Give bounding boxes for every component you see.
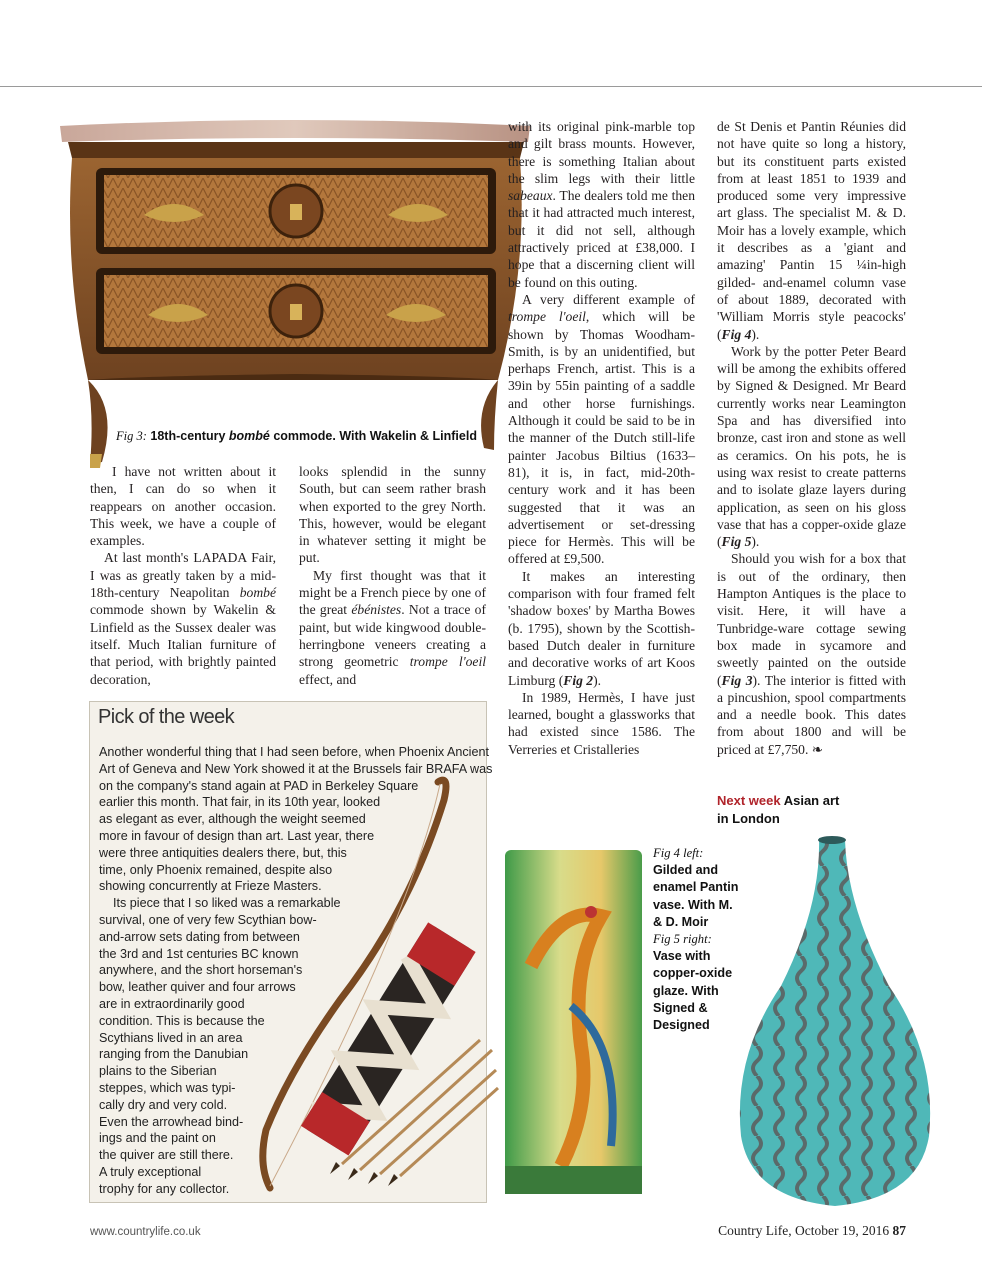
fig5-text: Vase with copper-oxide glaze. With Signed & Designed — [653, 949, 733, 1033]
text-run: ). — [593, 672, 602, 688]
next-week-label: Next week — [717, 793, 781, 808]
body-column-2 — [299, 463, 486, 688]
text-run: ). The interior is fitted with a pincushion, spool compartments and a needle book. This dates from about 1800 and will be priced at £7,750. — [717, 672, 906, 757]
paragraph: In 1989, Hermès, I have just learned, bought a glassworks that had existed since 1586. The Verreries et Cristalleries — [508, 689, 695, 757]
text-run: At last month's LAPADA Fair, I was as greatly taken by a mid-18th-century Neapolitan — [90, 550, 276, 601]
pick-line: the quiver are still there. — [99, 1148, 234, 1163]
pick-line: ings and the paint on — [99, 1131, 216, 1146]
text-run: My first thought was that it might be a French piece by one of the great — [299, 567, 486, 618]
fig3-caption — [116, 429, 477, 444]
pick-line: condition. This is because the — [99, 1013, 265, 1028]
body-column-4 — [717, 118, 906, 758]
caption-text: commode. With Wakelin & Linfield — [269, 429, 477, 443]
pick-line: were three antiquities dealers there, but, this — [99, 845, 347, 860]
pick-line: Art of Geneva and New York showed it at the Brussels fair BRAFA was — [99, 761, 493, 776]
end-mark-icon: ❧ — [811, 741, 824, 757]
pick-line: time, only Phoenix remained, despite also — [99, 862, 333, 877]
fig-ref: Fig 3 — [721, 672, 753, 688]
pick-line: A truly exceptional — [99, 1164, 202, 1179]
pick-line: and-arrow sets dating from between — [99, 929, 300, 944]
paragraph — [717, 118, 906, 343]
text-run: ). — [751, 326, 760, 342]
text-em: sabeaux — [508, 188, 553, 204]
text-run: effect, and — [299, 671, 357, 687]
pick-line: on the company's stand again at PAD in Berkeley Square — [99, 778, 419, 793]
pick-line: ranging from the Danubian — [99, 1047, 249, 1062]
paragraph — [90, 549, 276, 687]
commode-image — [58, 118, 533, 470]
copper-oxide-vase-image — [729, 836, 941, 1210]
text-run: with its original pink-marble top and gilt brass mounts. However, there is something Italian about the slim legs with their little — [508, 119, 695, 186]
paragraph — [299, 567, 486, 688]
issue-text: Country Life, October 19, 2016 — [718, 1223, 893, 1238]
fig-ref: Fig 5 — [721, 534, 752, 550]
text-run: , which will be shown by Thomas Woodham-Smith, is by an unidentified, but perhaps French, artist. This is a 39in by 55in painting of a saddle and other horse furnishings. Although it could be said to be in the manner of the Dutch still-life painter Jacobus Biltius (1633–81), it is, in fact, mid-20th-century work and it has been suggested that it was an advertisement or set-dressing piece for Hermès. This will be offered at £9,500. — [508, 309, 695, 567]
pick-line: Another wonderful thing that I had seen before, when Phoenix Ancient — [99, 745, 489, 759]
next-week-teaser — [717, 792, 839, 828]
text-run: . Not a trace of paint, but wide kingwood double-herringbone veneers creating a strong geometric — [299, 602, 486, 670]
text-em: bombé — [239, 585, 276, 601]
pick-line: trophy for any collector. — [99, 1181, 230, 1196]
body-column-3 — [508, 118, 695, 758]
pick-line: earlier this month. That fair, in its 10th year, looked — [99, 795, 381, 810]
paragraph: I have not written about it then, I can do so when it reappears on another occasion. This week, we have a couple of examples. — [90, 464, 276, 549]
paragraph — [717, 343, 906, 551]
pick-line: are in extraordinarily good — [99, 996, 245, 1011]
fig5-label: Fig 5 right: — [653, 932, 712, 947]
scythian-bow-image — [230, 770, 500, 1195]
fig4-text: Gilded and enamel Pantin vase. With M. & D. Moir — [653, 863, 739, 929]
pantin-vase-image — [501, 846, 646, 1198]
pick-line: showing concurrently at Frieze Masters. — [99, 879, 322, 894]
text-run: . The dealers told me then that it had attracted much interest, but it did not sell, although attractively priced at £38,000. I hope that a discerning client will be found on this outing. — [508, 188, 695, 290]
header-rule — [0, 86, 982, 87]
text-run: Should you wish for a box that is out of the ordinary, then Hampton Antiques is the place to visit. Here, it will have a Tunbridge-ware cottage sewing box made in sycamore and sweetly painted on the outside ( — [717, 551, 906, 688]
paragraph — [508, 118, 695, 291]
pick-line: survival, one of very few Scythian bow- — [99, 912, 317, 927]
body-column-1 — [90, 463, 276, 688]
text-run: de St Denis et Pantin Réunies did not have quite so long a history, but its constituent parts existed from at least 1851 to 1939 and produced some very impressive art glass. The specialist M. & D. Moir has a lovely example, which it describes as a 'giant and amazing' Pantin 15 ¼in-high gilded- and-enamel column vase of about 1889, decorated with 'William Morris style peacocks' ( — [717, 119, 906, 342]
text-run: Work by the potter Peter Beard will be among the exhibits offered by Signed & Designed. Mr Beard currently works near Leamington Spa and has diversified into bronze, cast iron and stone as well as ceramics. On his pots, he is using wax resist to create patterns and to isolate glaze layers during application, as seen on his gloss vase that has a copper-oxide glaze ( — [717, 343, 906, 550]
pick-line: cally dry and very cold. — [99, 1097, 228, 1112]
text-run: It makes an interesting comparison with four framed felt 'shadow boxes' by Martha Bowes (b. 1795), shown by the Scottish-based Dutch dealer in furniture and decorative works of art Koos Limburg ( — [508, 568, 695, 688]
pick-line: as elegant as ever, although the weight seemed — [99, 812, 366, 827]
footer-issue — [718, 1223, 906, 1239]
fig4-label: Fig 4 left: — [653, 846, 704, 860]
next-week-text: Asian art — [780, 793, 840, 808]
text-em: trompe l'oeil — [409, 654, 486, 670]
caption-em: bombé — [228, 429, 270, 443]
paragraph — [508, 291, 695, 568]
pick-line: plains to the Siberian — [99, 1064, 217, 1079]
pick-line: more in favour of design than art. Last year, there — [99, 828, 375, 843]
pick-line: steppes, which was typi- — [99, 1080, 236, 1095]
pick-line: bow, leather quiver and four arrows — [99, 980, 296, 995]
text-em: ébénistes — [351, 602, 402, 618]
fig-ref: Fig 2 — [563, 672, 594, 688]
pick-line: Even the arrowhead bind- — [99, 1114, 244, 1129]
text-em: trompe l'oeil — [508, 309, 586, 325]
paragraph — [508, 568, 695, 689]
text-run: ). — [751, 534, 760, 550]
next-week-text: in London — [717, 811, 780, 826]
pick-line: the 3rd and 1st centuries BC known — [99, 946, 299, 961]
text-run: commode shown by Wakelin & Linfield as the Sussex dealer was itself. Much Italian furniture of that period, with brightly painted decoration, — [90, 602, 276, 687]
pick-title: Pick of the week — [98, 706, 235, 728]
text-run: A very different example of — [522, 291, 695, 307]
fig-ref: Fig 4 — [721, 326, 752, 342]
fig-label: Fig 3: — [116, 429, 147, 443]
pick-line: Scythians lived in an area — [99, 1030, 243, 1045]
paragraph — [717, 550, 906, 758]
pick-line: Its piece that I so liked was a remarkable — [113, 896, 341, 911]
pick-line: anywhere, and the short horseman's — [99, 963, 303, 978]
footer-url[interactable]: www.countrylife.co.uk — [90, 1226, 201, 1238]
paragraph: looks splendid in the sunny South, but can seem rather brash when exported to the grey North. This, however, would be elegant in whatever setting it might be put. — [299, 464, 486, 566]
page-number: 87 — [892, 1223, 906, 1238]
caption-text: 18th-century — [150, 429, 229, 443]
